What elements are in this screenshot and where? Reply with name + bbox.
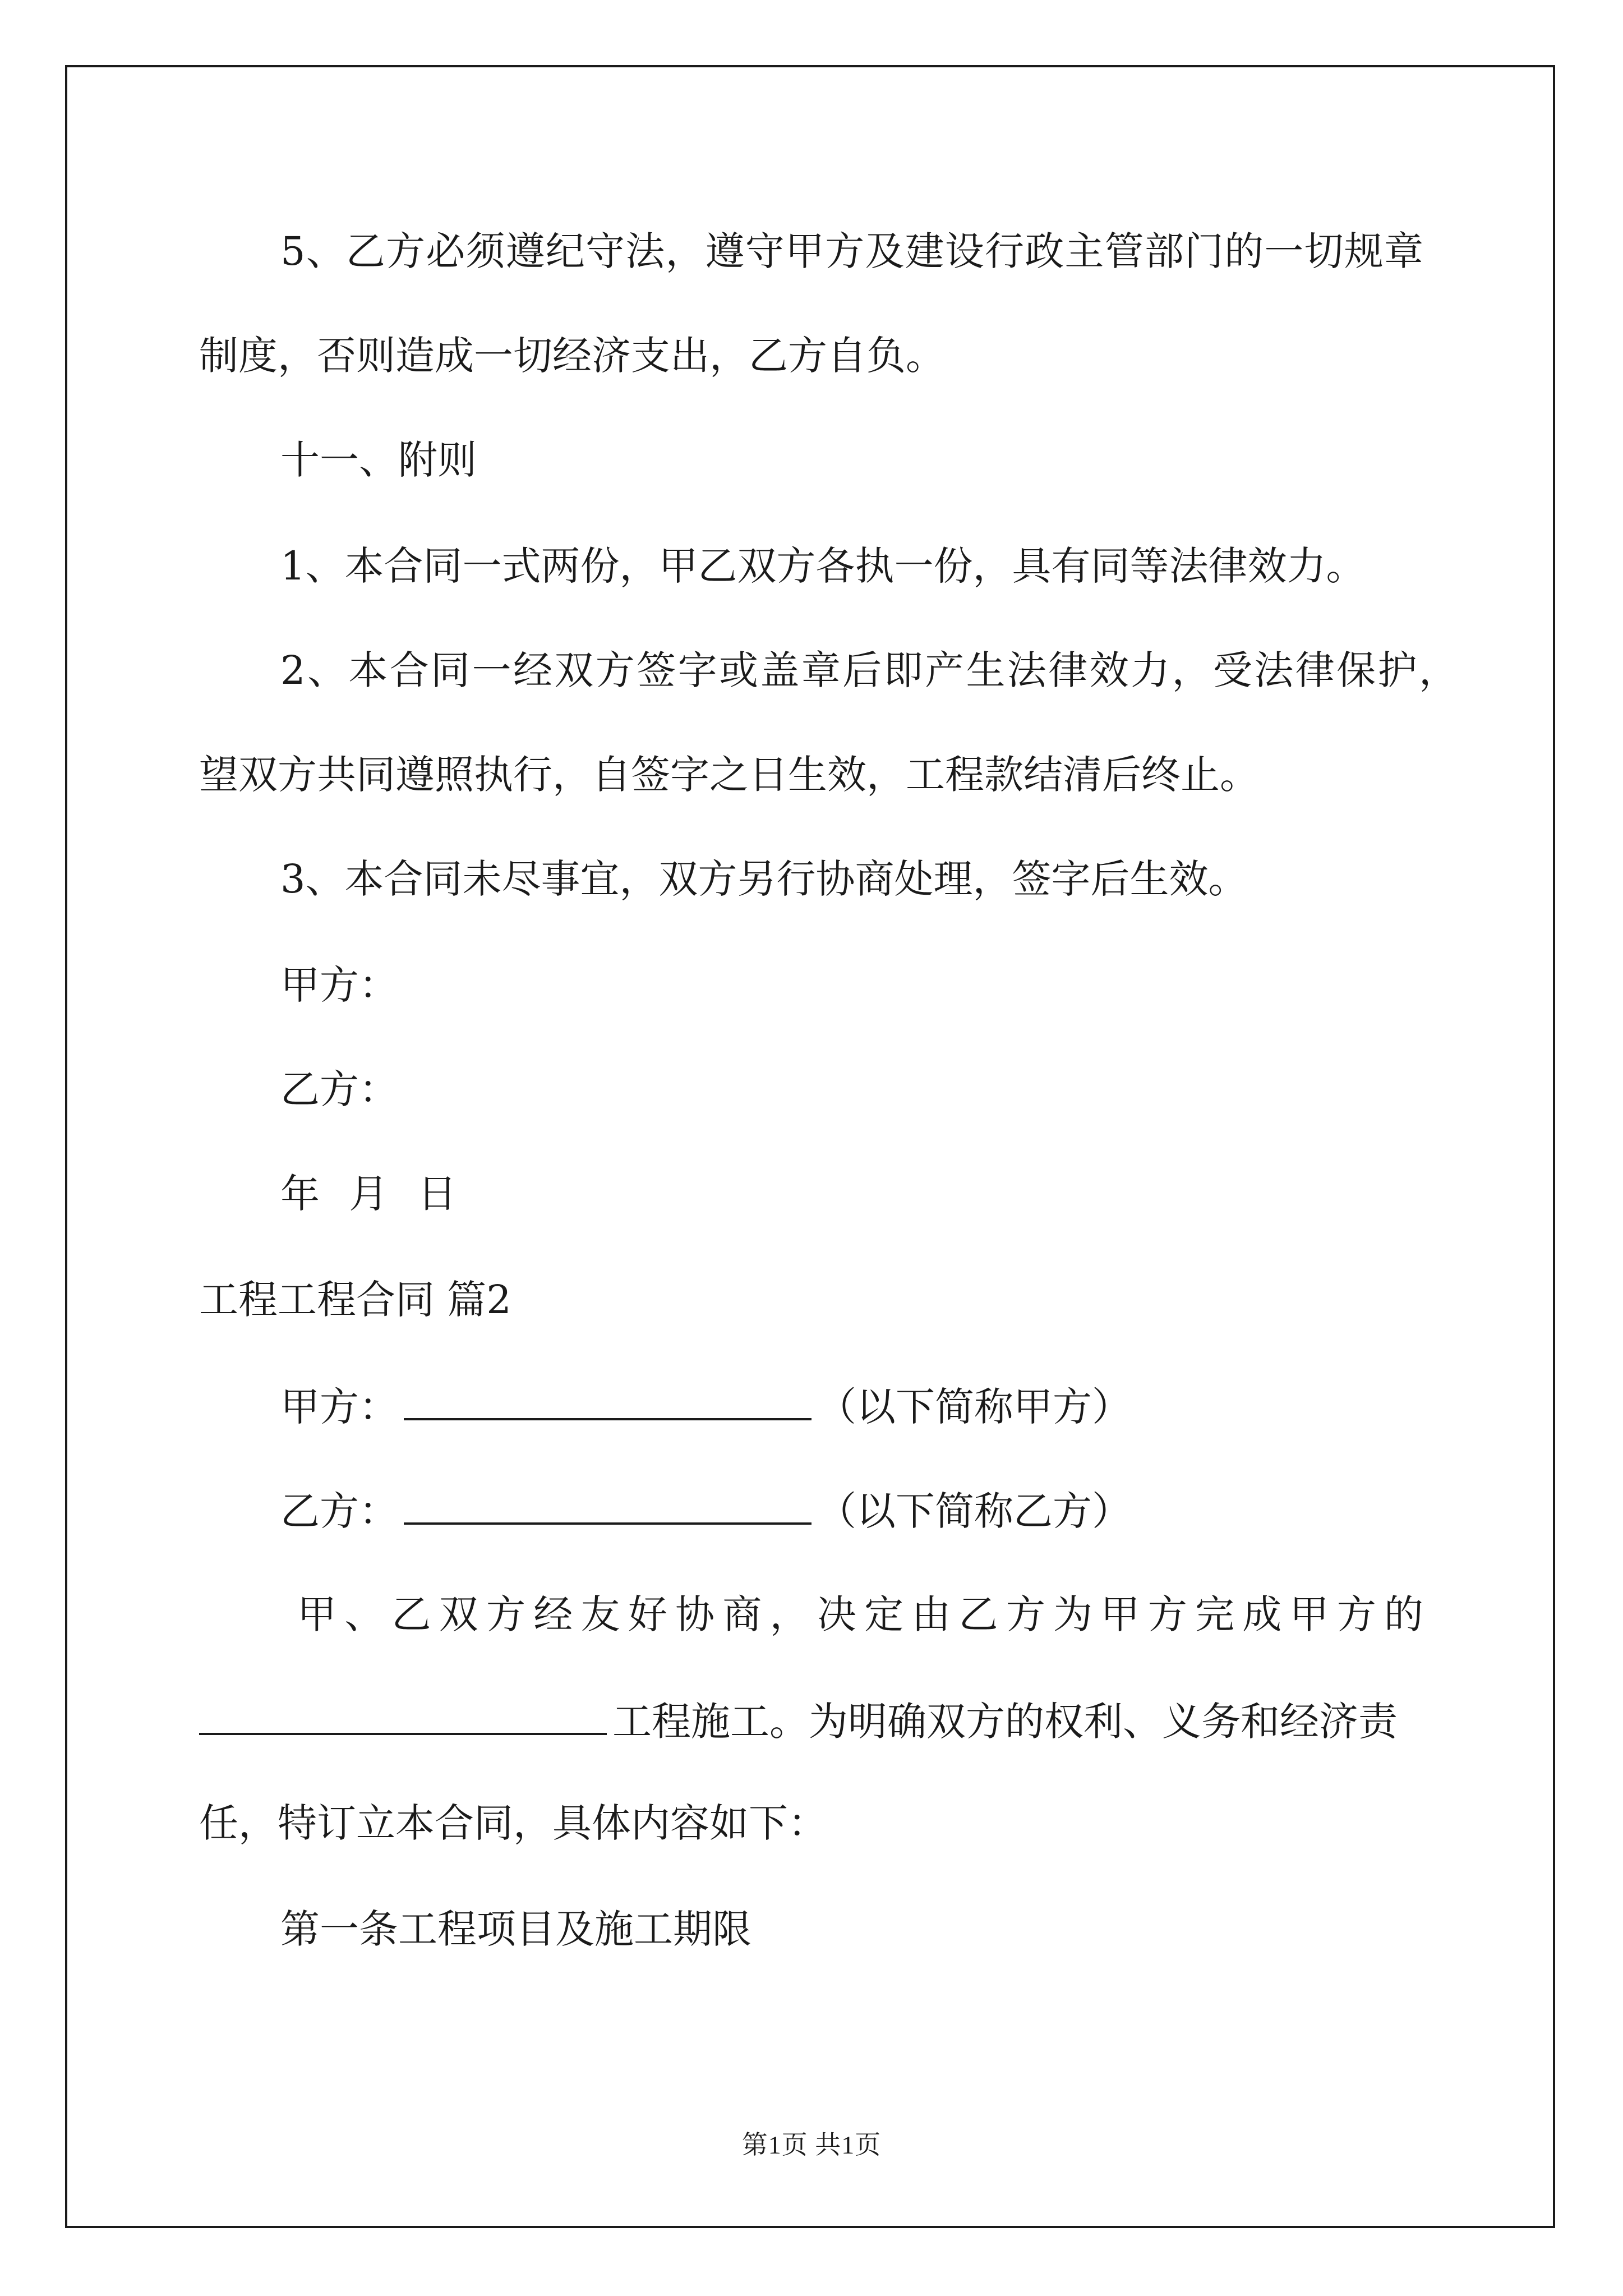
party-b-line: [280, 1488, 1131, 1534]
signature-party-a: 甲方：: [280, 962, 398, 1008]
signature-party-b: 乙方：: [280, 1066, 398, 1112]
party-b-suffix: （以下简称乙方）: [817, 1488, 1131, 1534]
signature-date: 年 月 日: [280, 1171, 457, 1217]
project-name-blank: [199, 1699, 607, 1735]
appendix-item-2-line-1: 2、本合同一经双方签字或盖章后即产生法律效力，受法律保护，: [280, 647, 1458, 693]
article-1-heading: 第一条工程项目及施工期限: [280, 1906, 751, 1952]
preamble-line-2: [199, 1699, 1398, 1745]
preamble-line-2-text: 工程施工。为明确双方的权利、义务和经济责: [612, 1699, 1398, 1745]
page-border: [65, 65, 1555, 2228]
party-b-blank: [404, 1489, 811, 1525]
party-a-line: [280, 1384, 1131, 1430]
clause-5-line-1: 5、乙方必须遵纪守法，遵守甲方及建设行政主管部门的一切规章: [280, 228, 1423, 274]
party-a-blank: [404, 1384, 811, 1420]
section-heading-appendix: 十一、附则: [280, 437, 477, 483]
party-a-label: 甲方：: [280, 1384, 398, 1430]
contract-2-title: 工程工程合同 篇2: [199, 1277, 511, 1323]
page-footer: 第1页 共1页: [741, 2131, 882, 2159]
party-b-label: 乙方：: [280, 1488, 398, 1534]
party-a-suffix: （以下简称甲方）: [817, 1384, 1131, 1430]
preamble-line-3: 任，特订立本合同，具体内容如下：: [199, 1800, 827, 1846]
preamble-line-1: 甲、乙双方经友好协商，决定由乙方为甲方完成甲方的: [297, 1591, 1423, 1637]
clause-5-line-2: 制度，否则造成一切经济支出，乙方自负。: [199, 333, 945, 379]
appendix-item-2-line-2: 望双方共同遵照执行，自签字之日生效，工程款结清后终止。: [199, 752, 1259, 798]
appendix-item-3: 3、本合同未尽事宜，双方另行协商处理，签字后生效。: [280, 856, 1248, 902]
appendix-item-1: 1、本合同一式两份，甲乙双方各执一份，具有同等法律效力。: [280, 543, 1366, 589]
